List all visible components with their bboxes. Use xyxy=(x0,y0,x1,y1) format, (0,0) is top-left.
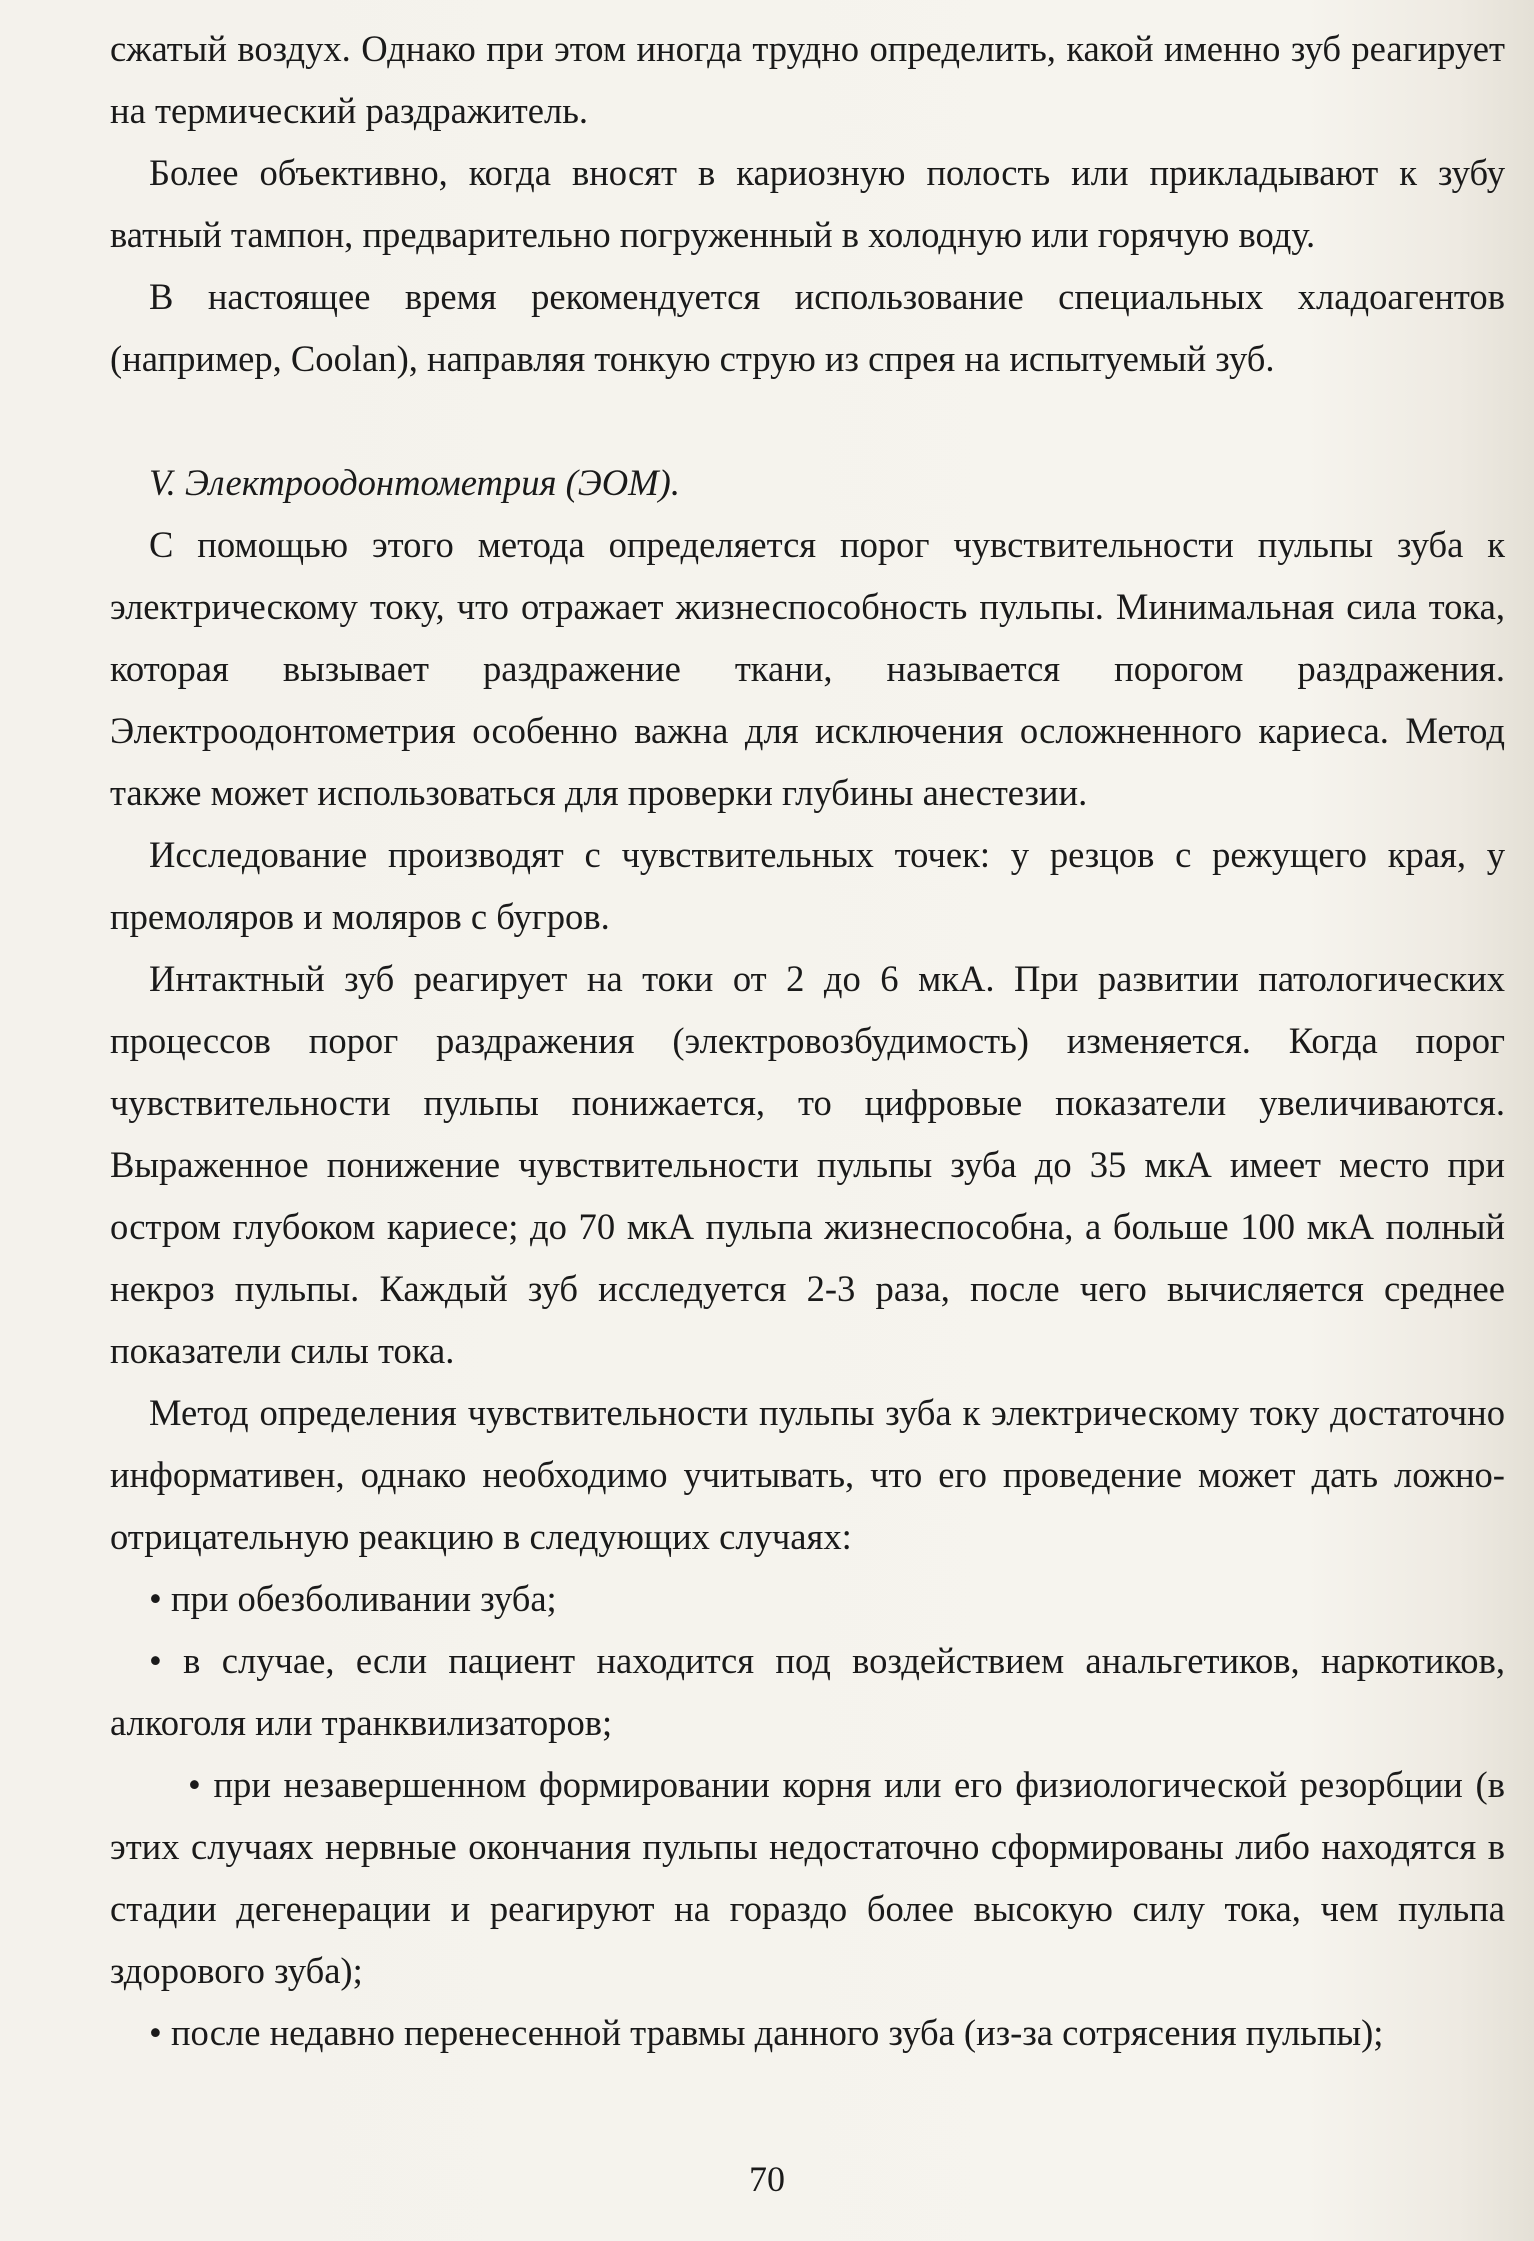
paragraph-sensitive-points: Исследование производят с чувствительных точек: у резцов с режущего края, у премоляров и моляров с бугров. xyxy=(110,834,1505,937)
paragraph-cooling-agents: В настоящее время рекомендуется использование специальных хладоагентов (например, Coolan), направляя тонкую струю из спрея на испытуемый зуб. xyxy=(110,276,1505,379)
page-number: 70 xyxy=(749,2159,785,2199)
section-heading: V. Электроодонтометрия (ЭОМ). xyxy=(149,462,680,503)
paragraph-current-values: Интактный зуб реагирует на токи от 2 до 6 мкА. При развитии патологических процессов порог раздражения (электровозбудимость) изменяется. Когда порог чувствительности пульпы понижается, то цифровые показатели увеличиваются. Выраженное понижение чувствительности пульпы зуба до 35 мкА имеет место при остром глубоком кариесе; до 70 мкА пульпа жизнеспособна, а больше 100 мкА полный некроз пульпы. Каждый зуб исследуется 2-3 раза, после чего вычисляется среднее показатели силы тока. xyxy=(110,958,1505,1371)
list-item: • при незавершенном формировании корня или его физиологической резорбции (в этих случаях нервные окончания пульпы недостаточно сформированы либо находятся в стадии дегенерации и реагируют на гораздо более высокую силу тока, чем пульпа здорового зуба); xyxy=(110,1764,1505,1991)
paragraph-eom-method: С помощью этого метода определяется порог чувствительности пульпы зуба к электрическому току, что отражает жизнеспособность пульпы. Минимальная сила тока, которая вызывает раздражение ткани, называется порогом раздражения. Электроодонтометрия особенно важна для исключения осложненного кариеса. Метод также может использоваться для проверки глубины анестезии. xyxy=(110,524,1505,813)
list-item: • в случае, если пациент находится под воздействием анальгетиков, наркотиков, алкоголя или транквилизаторов; xyxy=(110,1640,1505,1743)
paragraph-false-negative: Метод определения чувствительности пульпы зуба к электрическому току достаточно информативен, однако необходимо учитывать, что его проведение может дать ложно-отрицательную реакцию в следующих случаях: xyxy=(110,1392,1505,1557)
list-item: • при обезболивании зуба; xyxy=(149,1578,557,1619)
list-item: • после недавно перенесенной травмы данного зуба (из-за сотрясения пульпы); xyxy=(149,2012,1384,2053)
page-body xyxy=(110,18,1505,2064)
paragraph-cotton-swab: Более объективно, когда вносят в кариозную полость или прикладывают к зубу ватный тампон, предварительно погруженный в холодную или горячую воду. xyxy=(110,152,1505,255)
paragraph-thermal-continued: сжатый воздух. Однако при этом иногда трудно определить, какой именно зуб реагирует на термический раздражитель. xyxy=(110,28,1505,131)
